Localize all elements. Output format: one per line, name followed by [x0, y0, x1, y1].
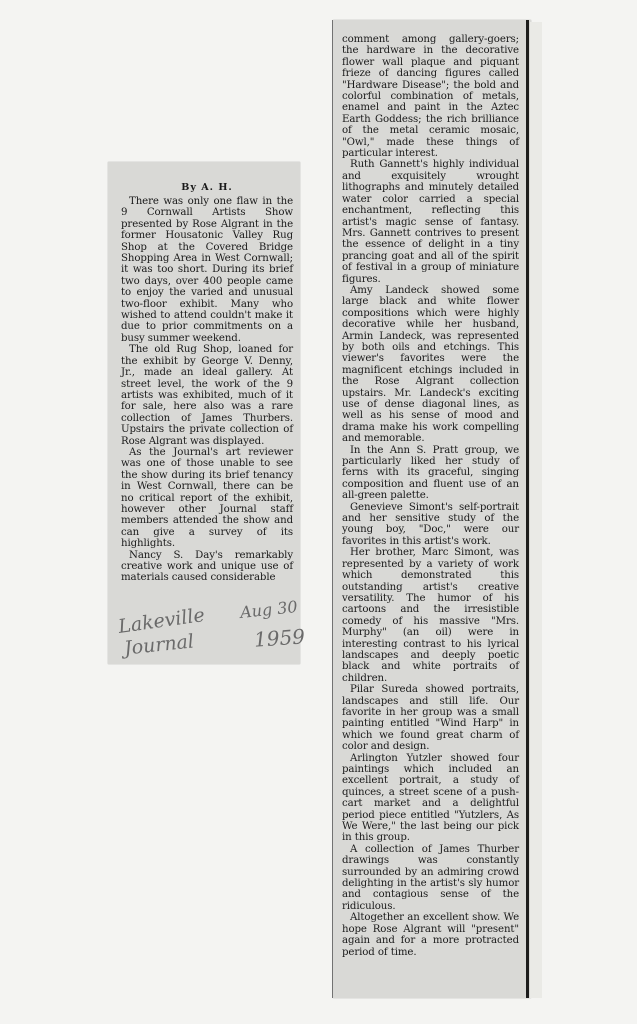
adjacent-column-edge: [530, 22, 542, 998]
article-paragraph: There was only one flaw in the 9 Cornwall Artists Show presented by Rose Algrant in the former Housatonic Valley Rug Shop at the Covered Bridge Shopping Area in West Cornwall; it was too short. During its brief two days, over 400 people came to enjoy the varied and unusual two-floor exhibit. Many who wished to attend couldn't make it due to prior commitments on a busy summer weekend.: [121, 196, 293, 344]
article-paragraph: In the Ann S. Pratt group, we particularly liked her study of ferns with its graceful, singing composition and fluent use of an all-green palette.: [342, 444, 519, 502]
article-paragraph: Her brother, Marc Simont, was represented by a variety of work which demonstrated this outstanding artist's creative versatility. The humor of his cartoons and the irresistible comedy of his massive "Mrs. Murphy" (an oil) were in interesting contrast to his lyrical landscapes and deeply poetic black and white portraits of children.: [342, 547, 519, 684]
article-paragraph: comment among gallery-goers; the hardware in the decorative flower wall plaque and piquant frieze of dancing figures called "Hardware Disease"; the bold and colorful combination of metals, enamel and paint in the Aztec Earth Goddess; the rich brilliance of the metal ceramic mosaic, "Owl," made these things of particular interest.: [342, 34, 519, 160]
article-paragraph: Nancy S. Day's remarkably creative work and unique use of materials caused considerable: [121, 549, 293, 584]
article-paragraph: Pilar Sureda showed portraits, landscapes and still life. Our favorite in her group was a small painting entitled "Wind Harp" in which we found great charm of color and design.: [342, 684, 519, 753]
article-paragraph: Amy Landeck showed some large black and white flower compositions which were highly decorative while her husband, Armin Landeck, was represented by both oils and etchings. This viewer's favorites were the magnificent etchings included in the Rose Algrant collection upstairs. Mr. Landeck's exciting use of dense diagonal lines, as well as his sense of mood and drama make his work compelling and memorable.: [342, 284, 519, 445]
right-clipping: [333, 20, 531, 998]
article-paragraph: The old Rug Shop, loaned for the exhibit by George V. Denny, Jr., made an ideal gallery. At street level, the work of the 9 artists was exhibited, much of it for sale, here also was a rare collection of James Thurbers. Upstairs the private collection of Rose Algrant was displayed.: [121, 344, 293, 447]
handwritten-annotation: [116, 597, 306, 660]
article-paragraph: A collection of James Thurber drawings was constantly surrounded by an admiring crowd delighting in the artist's sly humor and contagious sense of the ridiculous.: [342, 843, 519, 912]
article-paragraph: Ruth Gannett's highly individual and exquisitely wrought lithographs and minutely detailed water color carried a special enchantment, reflecting this artist's magic sense of fantasy. Mrs. Gannett contrives to present the essence of delight in a tiny prancing goat and all of the spirit of festival in a group of miniature figures.: [342, 159, 519, 285]
handwritten-publication: Lakeville: [116, 604, 207, 638]
column-rule-right: [526, 20, 529, 998]
article-paragraph: Altogether an excellent show. We hope Rose Algrant will "present" again and for a more protracted period of time.: [342, 912, 519, 958]
left-clipping: [108, 162, 306, 664]
handwritten-date: Aug 30: [239, 597, 299, 622]
article-paragraph: Arlington Yutzler showed four paintings which included an excellent portrait, a study of quinces, a street scene of a push-cart market and a delightful period piece entitled "Yutzlers, As We Were," the last being our pick in this group.: [342, 752, 519, 844]
byline: By A. H.: [181, 182, 233, 193]
handwritten-year: 1959: [253, 624, 306, 652]
article-paragraph: Genevieve Simont's self-portrait and her sensitive study of the young boy, "Doc," were our favorites in this artist's work.: [342, 501, 519, 547]
article-paragraph: As the Journal's art reviewer was one of those unable to see the show during its brief tenancy in West Cornwall, there can be no critical report of the exhibit, however other Journal staff members attended the show and can give a survey of its highlights.: [121, 446, 293, 550]
handwritten-publication: Journal: [123, 630, 195, 660]
